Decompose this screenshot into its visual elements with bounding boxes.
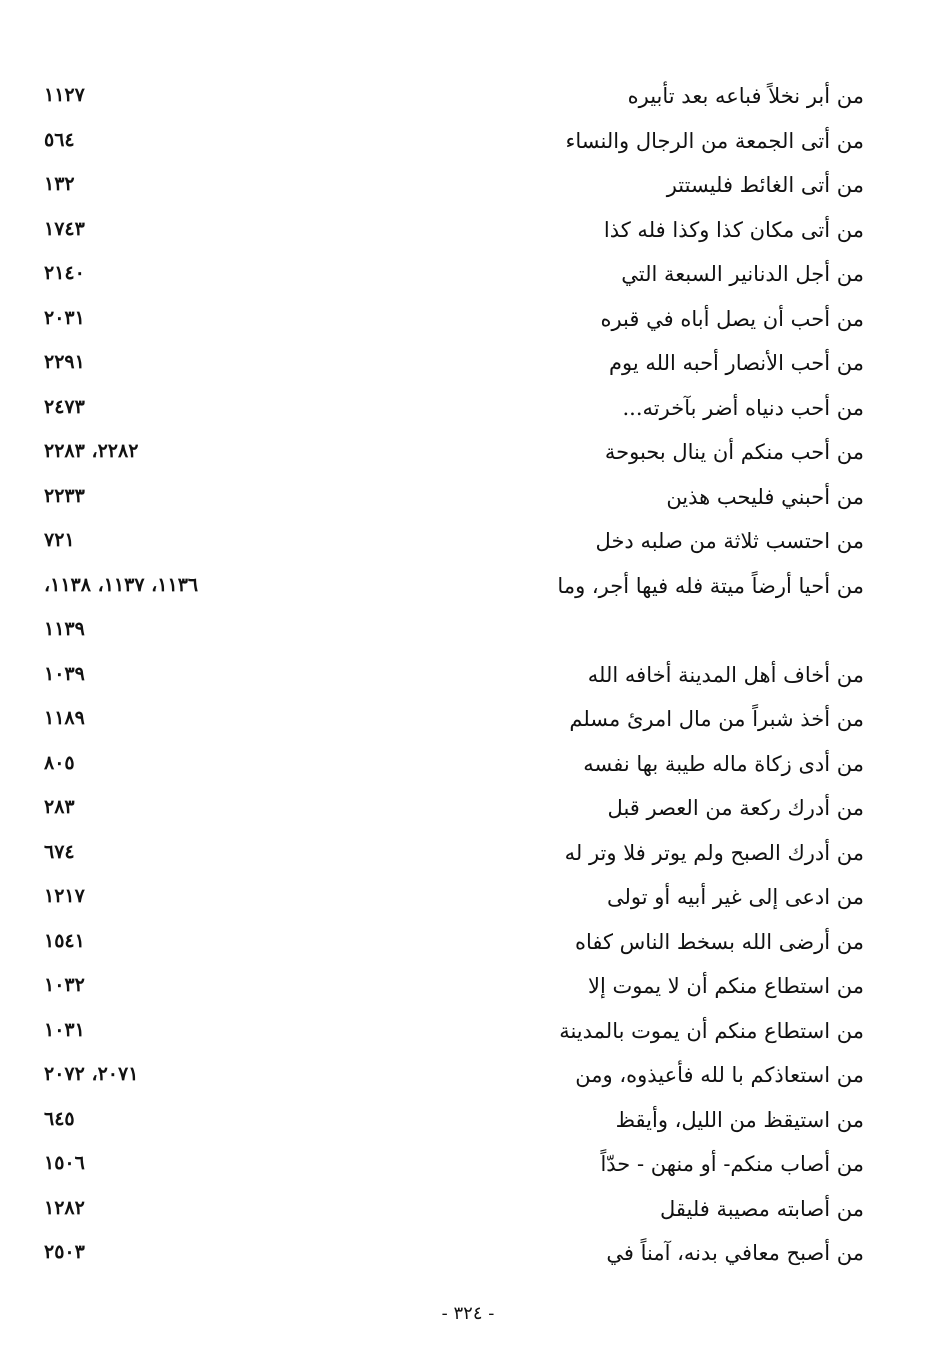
entry-refs: ١١٢٧ [44, 84, 85, 106]
entry-refs: ٢٨٣ [44, 796, 75, 818]
entry-text: من أحب دنياه أضر بآخرته... [622, 395, 864, 420]
entry-refs: ١٠٣١ [44, 1018, 85, 1041]
entry-refs: ٦٤٥ [44, 1107, 75, 1130]
entry-refs: ٢٠٣١ [44, 306, 85, 329]
index-entry [0, 701, 936, 746]
entry-text: من أتى الجمعة من الرجال والنساء [565, 128, 864, 153]
entry-text: من أدرك ركعة من العصر قبل [607, 796, 864, 820]
entry-text: من استطاع منكم أن يموت بالمدينة [559, 1018, 864, 1043]
entry-refs: ١٣٢ [44, 173, 75, 195]
entry-refs: ٢٠٧١، ٢٠٧٢ [44, 1063, 139, 1085]
index-entry [0, 1146, 936, 1191]
index-entry [0, 301, 936, 346]
entry-text: من استعاذكم با لله فأعيذوه، ومن [575, 1063, 864, 1087]
entry-text: من أحبني فليحب هذين [666, 484, 864, 509]
index-entry [0, 835, 936, 880]
entry-text: من أجل الدنانير السبعة التي [621, 262, 864, 286]
entry-text: من احتسب ثلاثة من صلبه دخل [595, 529, 864, 553]
entry-refs: ١٢١٧ [44, 885, 85, 907]
entry-refs: ١١٣٩ [44, 618, 85, 640]
entry-text: من استطاع منكم أن لا يموت إلا [587, 974, 864, 998]
index-entry [0, 123, 936, 168]
index-entry [0, 78, 936, 123]
entry-refs: ٢٢٩١ [44, 351, 85, 373]
page-number: - ٣٢٤ - [441, 1303, 495, 1324]
index-entry [0, 790, 936, 835]
entry-refs: ٢٢٨٢، ٢٢٨٣ [44, 440, 139, 462]
entry-text: من أخاف أهل المدينة أخافه الله [587, 662, 864, 687]
entry-refs: ١٠٣٩ [44, 662, 85, 685]
index-entry [0, 879, 936, 924]
index-entry [0, 167, 936, 212]
entry-refs: ٢٤٧٣ [44, 395, 85, 418]
entry-refs: ١٧٤٣ [44, 217, 85, 240]
entry-text: من أصبح معافي بدنه، آمناً في [606, 1241, 864, 1265]
index-entry [0, 1013, 936, 1058]
entry-refs: ١٥٤١ [44, 929, 85, 952]
entry-text: من أصابته مصيبة فليقل [659, 1196, 864, 1221]
hadith-index-list [0, 78, 936, 1280]
index-entry [0, 523, 936, 568]
index-entry [0, 1191, 936, 1236]
entry-text: من أحيا أرضاً ميتة فله فيها أجر، وما [557, 573, 864, 598]
index-entry [0, 657, 936, 702]
index-entry [0, 568, 936, 613]
entry-text: من أبر نخلاً فباعه بعد تأبيره [627, 84, 864, 108]
entry-refs: ٥٦٤ [44, 128, 75, 151]
index-entry [0, 924, 936, 969]
entry-refs: ٢٢٣٣ [44, 484, 85, 507]
index-entry [0, 212, 936, 257]
entry-text: من أحب أن يصل أباه في قبره [600, 306, 864, 331]
entry-refs: ١٢٨٢ [44, 1196, 85, 1219]
index-entry [0, 968, 936, 1013]
entry-refs: ١٥٠٦ [44, 1152, 85, 1174]
entry-text: من استيقظ من الليل، وأيقظ [615, 1107, 864, 1132]
index-entry [0, 390, 936, 435]
index-entry [0, 434, 936, 479]
entry-text: من أحب منكم أن ينال بحبوحة [604, 440, 864, 464]
index-entry [0, 1057, 936, 1102]
entry-text: من أحب الأنصار أحبه الله يوم [608, 351, 864, 375]
entry-refs: ٢٥٠٣ [44, 1241, 85, 1263]
entry-text: من أتى مكان كذا وكذا فله كذا [603, 217, 864, 242]
index-entry [0, 256, 936, 301]
entry-text: من ادعى إلى غير أبيه أو تولى [607, 885, 864, 909]
index-entry [0, 479, 936, 524]
index-entry [0, 746, 936, 791]
entry-refs: ٧٢١ [44, 529, 75, 551]
entry-text: من أصاب منكم- أو منهن - حدّاً [600, 1152, 864, 1176]
index-entry [0, 1102, 936, 1147]
entry-text: من أخذ شبراً من مال امرئ مسلم [569, 707, 864, 731]
index-entry [0, 1235, 936, 1280]
entry-refs: ١١٣٦، ١١٣٧، ١١٣٨، [44, 573, 199, 596]
entry-refs: ١١٨٩ [44, 707, 85, 729]
entry-text: من أدى زكاة ماله طيبة بها نفسه [583, 751, 864, 776]
entry-refs: ٦٧٤ [44, 840, 75, 863]
entry-refs: ٢١٤٠ [44, 262, 85, 284]
entry-refs: ١٠٣٢ [44, 974, 85, 996]
index-entry-continuation [0, 612, 936, 657]
entry-text: من أرضى الله بسخط الناس كفاه [574, 929, 864, 954]
index-entry [0, 345, 936, 390]
entry-text: من أتى الغائط فليستتر [666, 173, 864, 197]
entry-refs: ٨٠٥ [44, 751, 75, 774]
entry-text: من أدرك الصبح ولم يوتر فلا وتر له [564, 840, 864, 865]
